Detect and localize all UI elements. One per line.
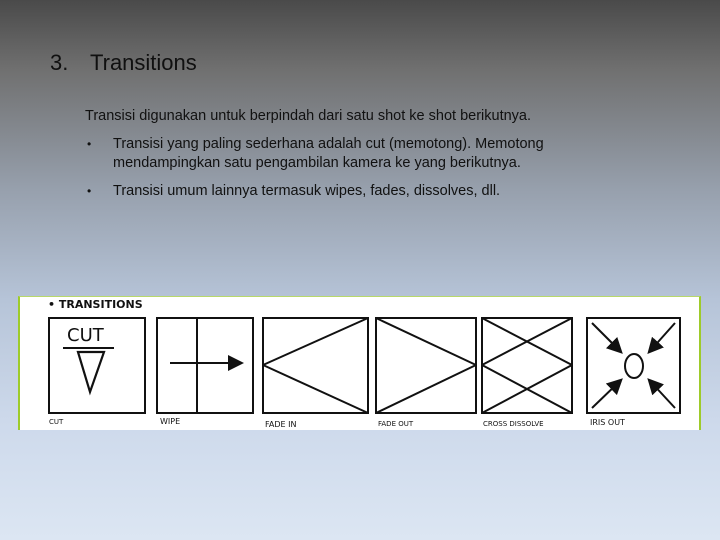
slide-title [50,50,197,76]
figure-heading: • TRANSITIONS [48,298,143,311]
cross-dissolve-panel [482,318,572,413]
caption-cross-dissolve: CROSS DISSOLVE [483,420,544,428]
bullet-item [85,135,645,173]
intro-text: Transisi digunakan untuk berpindah dari satu shot ke shot berikutnya. [85,108,532,124]
slide-number: 3. [50,50,69,75]
transitions-sketch [20,297,699,430]
caption-wipe: WIPE [160,417,181,426]
bullet-text: Transisi yang paling sederhana adalah cut (memotong). Memotong mendampingkan satu pengambilan kamera ke yang berikutnya. [113,136,544,171]
caption-cut: CUT [49,418,64,426]
fade-out-panel [376,318,476,413]
caption-fade-out: FADE OUT [378,420,414,428]
bullet-item [85,182,645,201]
fade-in-panel [263,318,368,413]
bullet-dot: • [87,137,92,151]
caption-iris-out: IRIS OUT [590,418,625,427]
iris-out-panel [587,318,680,413]
bullet-text: Transisi umum lainnya termasuk wipes, fades, dissolves, dll. [113,183,501,199]
caption-fade-in: FADE IN [265,420,297,429]
bullet-list [85,135,645,210]
cut-panel-text: CUT [67,325,104,346]
bullet-dot: • [87,184,92,198]
wipe-panel [157,318,253,413]
slide-title-text: Transitions [90,50,197,75]
transitions-illustration [18,296,701,430]
